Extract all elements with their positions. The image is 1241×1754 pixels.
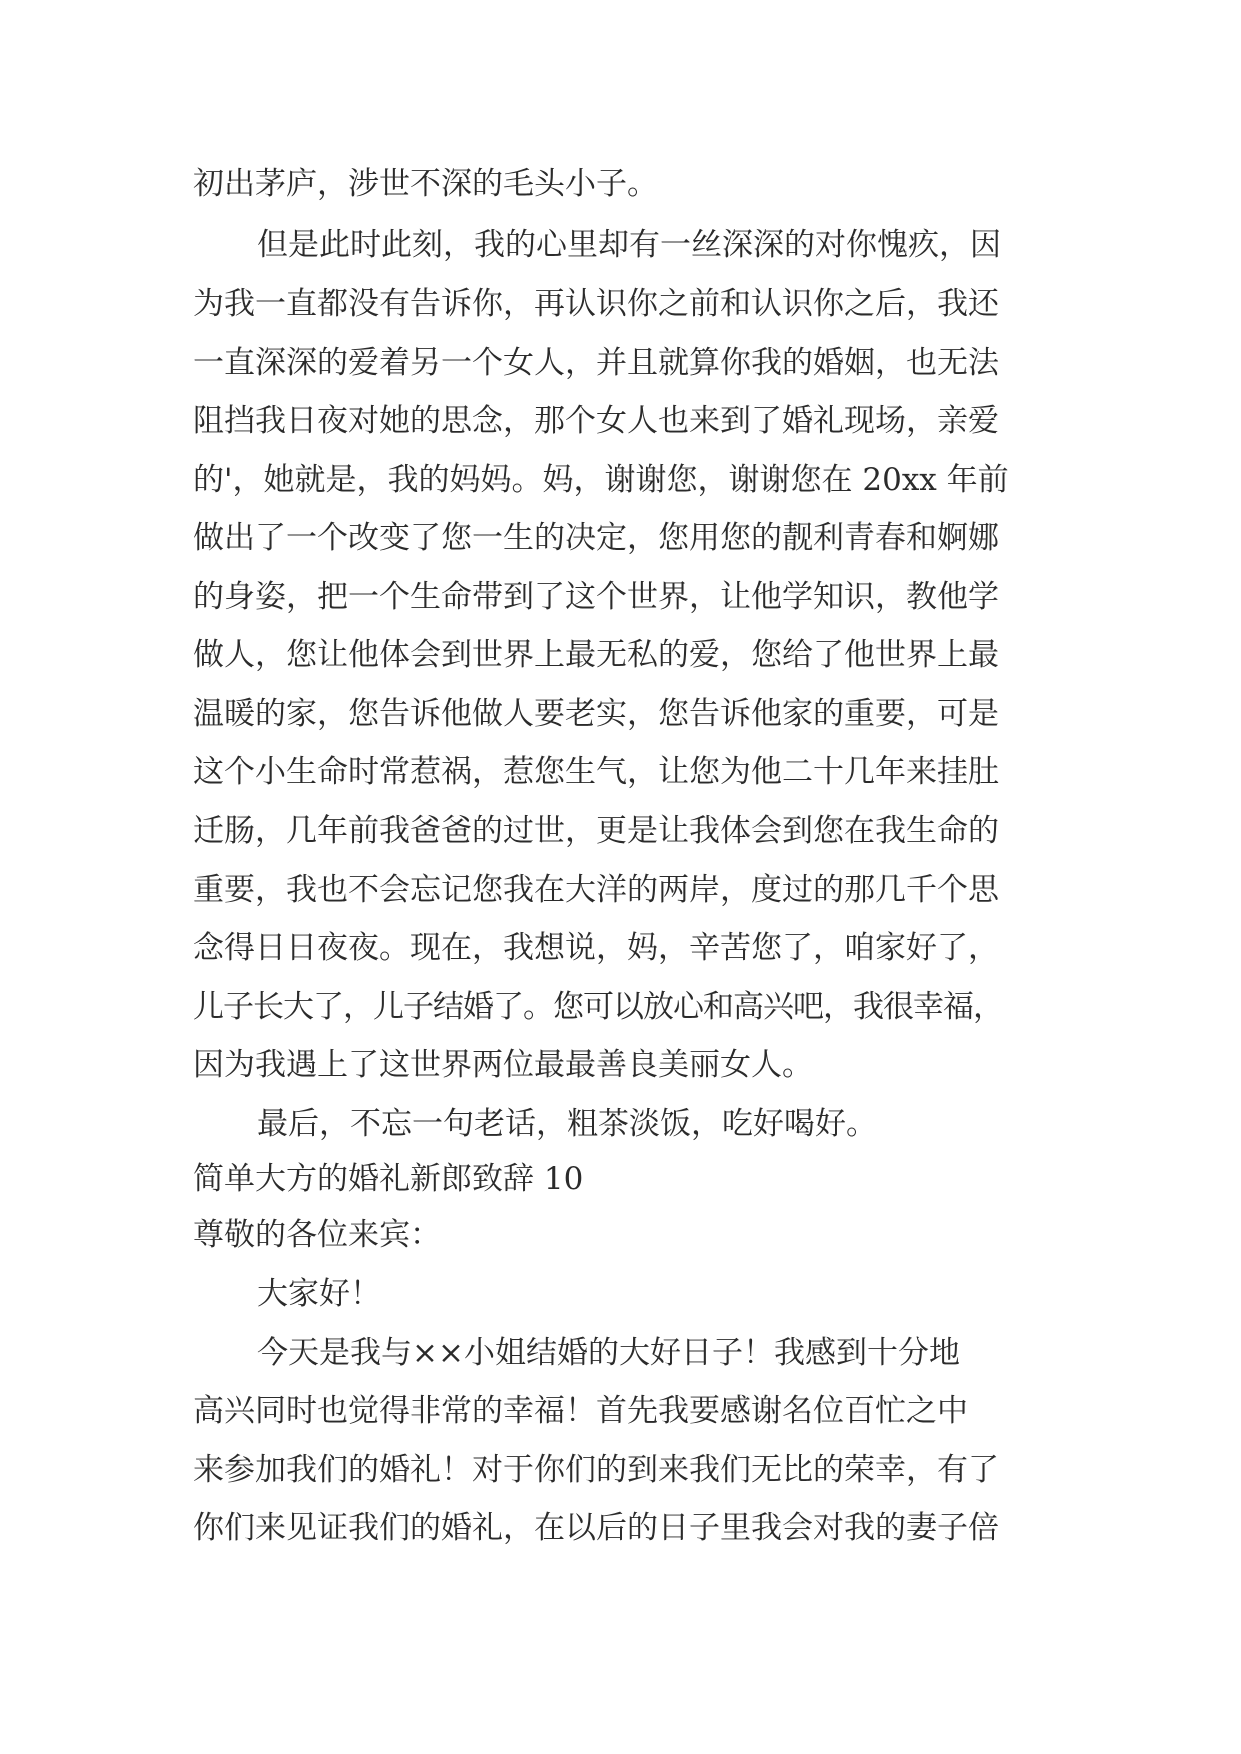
text-line: 阻挡我日夜对她的思念，那个女人也来到了婚礼现场，亲爱 [193, 403, 999, 439]
text-line: 做出了一个改变了您一生的决定，您用您的靓利青春和婀娜 [193, 520, 999, 556]
salutation: 尊敬的各位来宾： [193, 1217, 441, 1253]
text-line: 做人，您让他体会到世界上最无私的爱，您给了他世界上最 [193, 637, 999, 673]
text-line: 儿子长大了，儿子结婚了。您可以放心和高兴吧，我很幸福， [193, 989, 1003, 1025]
text-line: 这个小生命时常惹祸，惹您生气，让您为他二十几年来挂肚 [193, 754, 999, 790]
paragraph-first-line: 今天是我与××小姐结婚的大好日子！我感到十分地 [257, 1335, 960, 1371]
text-line: 温暖的家，您告诉他做人要老实，您告诉他家的重要，可是 [193, 696, 999, 732]
text-line: 初出茅庐，涉世不深的毛头小子。 [193, 166, 658, 202]
text-line: 的身姿，把一个生命带到了这个世界，让他学知识，教他学 [193, 579, 999, 615]
text-line: 念得日日夜夜。现在，我想说，妈，辛苦您了，咱家好了， [193, 930, 999, 966]
text-line: 迁肠，几年前我爸爸的过世，更是让我体会到您在我生命的 [193, 813, 999, 849]
text-line: 一直深深的爱着另一个女人，并且就算你我的婚姻，也无法 [193, 345, 999, 381]
text-line: 重要，我也不会忘记您我在大洋的两岸，度过的那几千个思 [193, 872, 999, 908]
paragraph-first-line: 但是此时此刻，我的心里却有一丝深深的对你愧疚，因 [257, 227, 1001, 263]
section-heading: 简单大方的婚礼新郎致辞 10 [193, 1161, 584, 1197]
text-line: 你们来见证我们的婚礼，在以后的日子里我会对我的妻子倍 [193, 1510, 999, 1546]
document-body [193, 0, 1055, 1754]
paragraph-first-line: 最后，不忘一句老话，粗茶淡饭，吃好喝好。 [257, 1106, 877, 1142]
text-line: 的'，她就是，我的妈妈。妈，谢谢您，谢谢您在 20xx 年前 [193, 462, 1009, 498]
text-line: 来参加我们的婚礼！对于你们的到来我们无比的荣幸，有了 [193, 1452, 999, 1488]
greeting: 大家好！ [257, 1276, 381, 1312]
text-line: 因为我遇上了这世界两位最最善良美丽女人。 [193, 1047, 813, 1083]
text-line: 高兴同时也觉得非常的幸福！首先我要感谢名位百忙之中 [193, 1393, 968, 1429]
text-line: 为我一直都没有告诉你，再认识你之前和认识你之后，我还 [193, 286, 999, 322]
